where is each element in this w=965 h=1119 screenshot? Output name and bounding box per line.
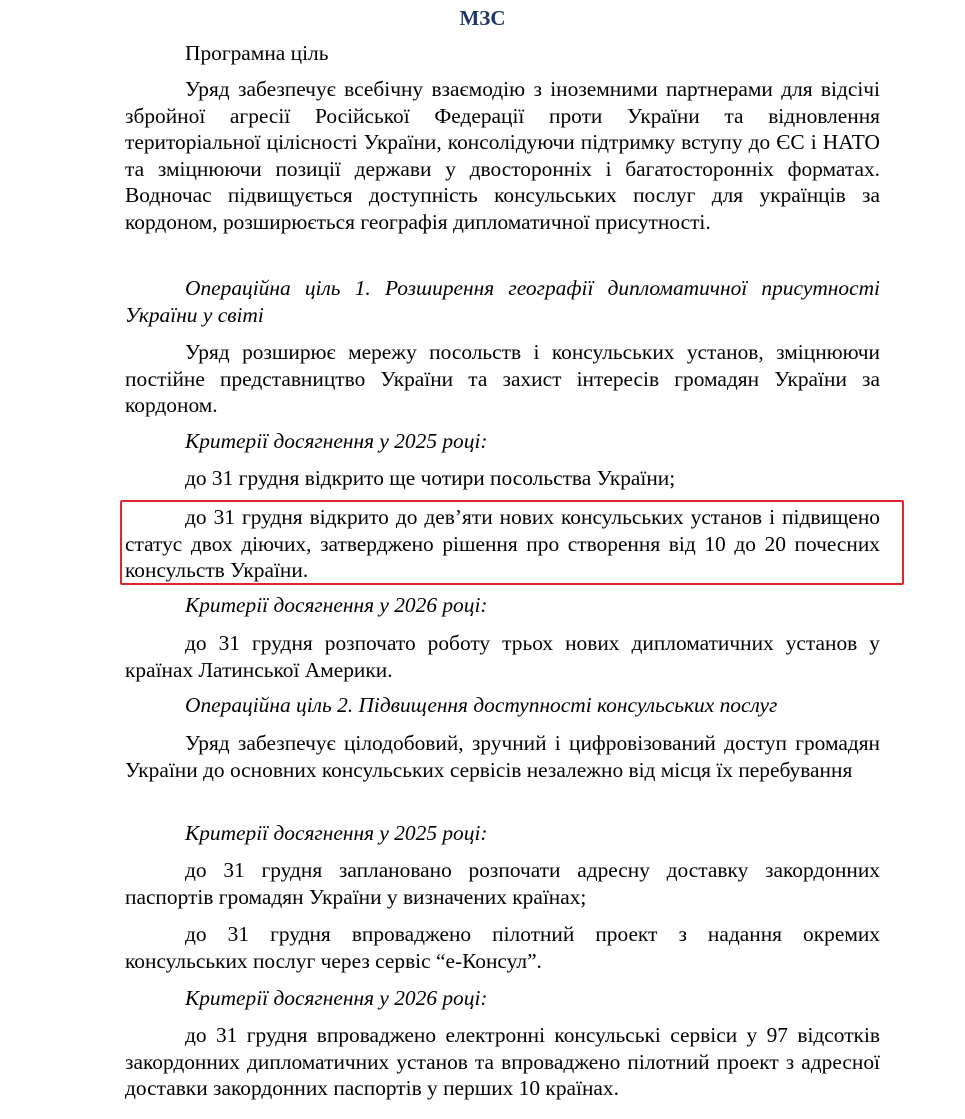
operational-goal-2-title: Операційна ціль 2. Підвищення доступності консульських послуг <box>185 693 778 717</box>
operational-goal-1-text: Уряд розширює мережу посольств і консульських установ, зміцнюючи постійне представництво України та захист інтересів громадян України за кордоном. <box>125 340 880 417</box>
criteria-2025-label-1: Критерії досягнення у 2025 році: <box>185 429 488 453</box>
operational-goal-2-text: Уряд забезпечує цілодобовий, зручний і цифровізований доступ громадян України до основних консульських сервісів незалежно від місця їх перебування <box>125 731 880 782</box>
criteria-2026-label-1: Критерії досягнення у 2026 році: <box>185 593 488 617</box>
criteria-2025-item-4: до 31 грудня впроваджено пілотний проект з надання окремих консульських послуг через сервіс “е-Консул”. <box>125 922 880 973</box>
program-goal-text: Уряд забезпечує всебічну взаємодію з іноземними партнерами для відсічі збройної агресії Російської Федерації проти України та відновлення територіальної цілісності України, консолідуючи підтримку вступу до ЄС і НАТО та зміцнюючи позиції держави у двосторонніх і багатосторонніх форматах. Водночас підвищується доступність консульських послуг для українців за кордоном, розширюється географія дипломатичної присутності. <box>125 77 880 234</box>
criteria-2025-label-2: Критерії досягнення у 2025 році: <box>185 821 488 845</box>
criteria-2025-item-2: до 31 грудня відкрито до дев’яти нових консульських установ і підвищено статус двох діючих, затверджено рішення про створення від 10 до 20 почесних консульств України. <box>125 505 880 582</box>
criteria-2026-item-2: до 31 грудня впроваджено електронні консульські сервіси у 97 відсотків закордонних дипломатичних установ та впроваджено пілотний проект з адресної доставки закордонних паспортів у перших 10 країнах. <box>125 1023 880 1100</box>
program-goal-label: Програмна ціль <box>185 41 329 65</box>
criteria-2025-item-3: до 31 грудня заплановано розпочати адресну доставку закордонних паспортів громадян України у визначених країнах; <box>125 858 880 909</box>
criteria-2026-item-1: до 31 грудня розпочато роботу трьох нових дипломатичних установ у країнах Латинської Америки. <box>125 631 880 682</box>
criteria-2025-item-1: до 31 грудня відкрито ще чотири посольства України; <box>185 466 676 490</box>
ministry-heading: МЗС <box>459 6 506 30</box>
criteria-2026-label-2: Критерії досягнення у 2026 році: <box>185 986 488 1010</box>
operational-goal-1-title: Операційна ціль 1. Розширення географії дипломатичної присутності України у світі <box>125 276 880 327</box>
